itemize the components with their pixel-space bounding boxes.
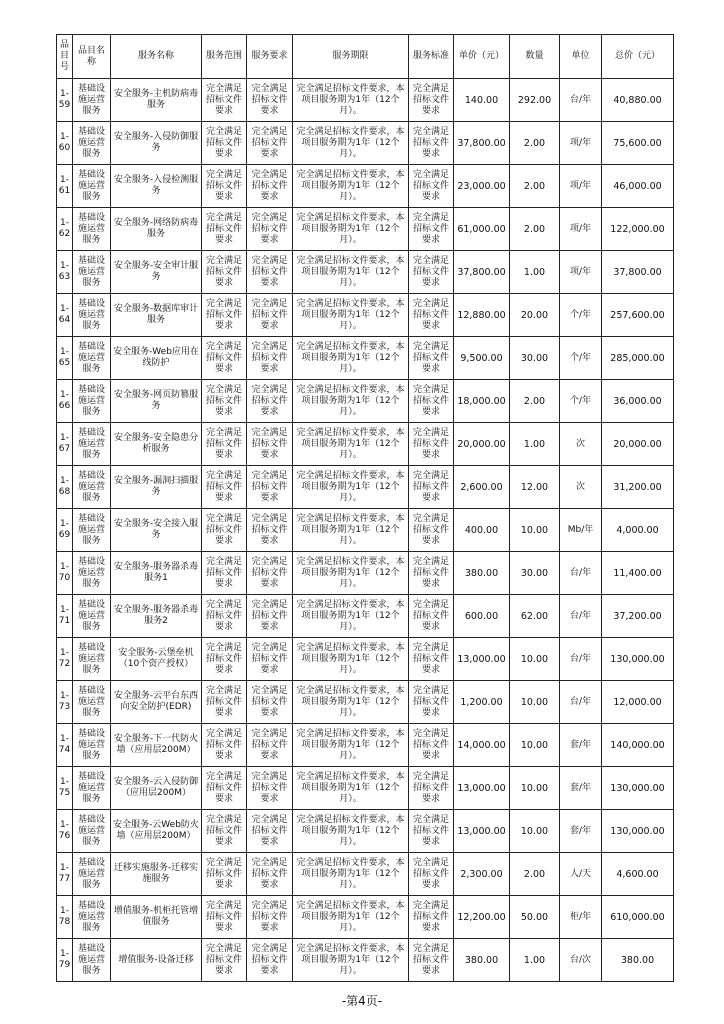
item-category: 基础设施运营服务 [73,681,111,724]
quantity: 30.00 [510,337,560,380]
service-scope: 完全满足招标文件要求 [202,208,247,251]
unit-price: 13,000.00 [454,767,510,810]
unit-price: 61,000.00 [454,208,510,251]
column-header: 服务标准 [409,35,454,79]
service-period: 完全满足招标文件要求，本项目服务期为1年（12个月）。 [293,810,409,853]
service-scope: 完全满足招标文件要求 [202,423,247,466]
service-standard: 完全满足招标文件要求 [409,853,454,896]
item-category: 基础设施运营服务 [73,208,111,251]
item-number: 1-67 [57,423,73,466]
table-row [57,337,674,380]
service-period: 完全满足招标文件要求，本项目服务期为1年（12个月）。 [293,509,409,552]
unit-price: 13,000.00 [454,810,510,853]
service-name: 迁移实施服务-迁移实施服务 [111,853,202,896]
service-scope: 完全满足招标文件要求 [202,79,247,122]
service-period: 完全满足招标文件要求，本项目服务期为1年（12个月）。 [293,122,409,165]
service-standard: 完全满足招标文件要求 [409,466,454,509]
service-period: 完全满足招标文件要求，本项目服务期为1年（12个月）。 [293,595,409,638]
service-scope: 完全满足招标文件要求 [202,939,247,982]
total-price: 4,600.00 [602,853,674,896]
service-requirement: 完全满足招标文件要求 [247,939,293,982]
item-number: 1-71 [57,595,73,638]
total-price: 11,400.00 [602,552,674,595]
item-category: 基础设施运营服务 [73,724,111,767]
table-row [57,810,674,853]
unit: 套/年 [560,810,602,853]
unit-price: 12,200.00 [454,896,510,939]
table-row [57,208,674,251]
item-number: 1-77 [57,853,73,896]
item-category: 基础设施运营服务 [73,165,111,208]
item-category: 基础设施运营服务 [73,509,111,552]
unit-price: 400.00 [454,509,510,552]
table-row [57,79,674,122]
service-name: 安全服务-安全接入服务 [111,509,202,552]
service-name: 安全服务-安全隐患分析服务 [111,423,202,466]
column-header: 服务期限 [293,35,409,79]
service-period: 完全满足招标文件要求，本项目服务期为1年（12个月）。 [293,423,409,466]
item-number: 1-76 [57,810,73,853]
service-scope: 完全满足招标文件要求 [202,595,247,638]
service-requirement: 完全满足招标文件要求 [247,79,293,122]
table-row [57,380,674,423]
unit: 项/年 [560,165,602,208]
unit: 套/年 [560,767,602,810]
service-name: 安全服务-云Web防火墙（应用层200M） [111,810,202,853]
item-number: 1-70 [57,552,73,595]
item-number: 1-75 [57,767,73,810]
unit-price: 37,800.00 [454,122,510,165]
total-price: 610,000.00 [602,896,674,939]
table-row [57,423,674,466]
service-name: 安全服务-下一代防火墙（应用层200M） [111,724,202,767]
total-price: 130,000.00 [602,767,674,810]
item-number: 1-63 [57,251,73,294]
service-requirement: 完全满足招标文件要求 [247,724,293,767]
service-period: 完全满足招标文件要求，本项目服务期为1年（12个月）。 [293,165,409,208]
column-header: 单位 [560,35,602,79]
service-scope: 完全满足招标文件要求 [202,509,247,552]
unit-price: 1,200.00 [454,681,510,724]
quantity: 20.00 [510,294,560,337]
service-standard: 完全满足招标文件要求 [409,208,454,251]
service-standard: 完全满足招标文件要求 [409,294,454,337]
unit: 台/年 [560,638,602,681]
service-period: 完全满足招标文件要求，本项目服务期为1年（12个月）。 [293,896,409,939]
total-price: 4,000.00 [602,509,674,552]
service-requirement: 完全满足招标文件要求 [247,208,293,251]
unit-price: 2,300.00 [454,853,510,896]
table-row [57,552,674,595]
table-row [57,939,674,982]
table-row [57,853,674,896]
total-price: 12,000.00 [602,681,674,724]
service-standard: 完全满足招标文件要求 [409,337,454,380]
total-price: 122,000.00 [602,208,674,251]
service-scope: 完全满足招标文件要求 [202,724,247,767]
service-requirement: 完全满足招标文件要求 [247,595,293,638]
quantity: 292.00 [510,79,560,122]
service-period: 完全满足招标文件要求，本项目服务期为1年（12个月）。 [293,208,409,251]
service-name: 安全服务-数据库审计服务 [111,294,202,337]
service-standard: 完全满足招标文件要求 [409,165,454,208]
total-price: 285,000.00 [602,337,674,380]
service-name: 安全服务-入侵检测服务 [111,165,202,208]
unit-price: 12,880.00 [454,294,510,337]
item-number: 1-60 [57,122,73,165]
item-category: 基础设施运营服务 [73,251,111,294]
unit: 台/年 [560,681,602,724]
unit: Mb/年 [560,509,602,552]
service-scope: 完全满足招标文件要求 [202,294,247,337]
service-standard: 完全满足招标文件要求 [409,79,454,122]
column-header: 品目名称 [73,35,111,79]
service-scope: 完全满足招标文件要求 [202,251,247,294]
quantity: 62.00 [510,595,560,638]
service-scope: 完全满足招标文件要求 [202,552,247,595]
column-header: 总价（元） [602,35,674,79]
service-requirement: 完全满足招标文件要求 [247,251,293,294]
service-standard: 完全满足招标文件要求 [409,380,454,423]
service-requirement: 完全满足招标文件要求 [247,810,293,853]
service-period: 完全满足招标文件要求，本项目服务期为1年（12个月）。 [293,724,409,767]
column-header: 单价（元） [454,35,510,79]
total-price: 75,600.00 [602,122,674,165]
quantity: 1.00 [510,423,560,466]
service-name: 安全服务-网页防篡服务 [111,380,202,423]
item-number: 1-65 [57,337,73,380]
service-requirement: 完全满足招标文件要求 [247,509,293,552]
column-header: 服务要求 [247,35,293,79]
service-requirement: 完全满足招标文件要求 [247,552,293,595]
item-category: 基础设施运营服务 [73,380,111,423]
service-requirement: 完全满足招标文件要求 [247,122,293,165]
column-header: 品目号 [57,35,73,79]
quotation-table [56,34,674,982]
quantity: 10.00 [510,767,560,810]
total-price: 130,000.00 [602,810,674,853]
unit: 台/次 [560,939,602,982]
service-period: 完全满足招标文件要求，本项目服务期为1年（12个月）。 [293,380,409,423]
table-row [57,724,674,767]
table-row [57,165,674,208]
quantity: 2.00 [510,853,560,896]
service-requirement: 完全满足招标文件要求 [247,896,293,939]
page-number: -第4页- [341,994,383,1008]
quantity: 2.00 [510,122,560,165]
quantity: 1.00 [510,251,560,294]
service-standard: 完全满足招标文件要求 [409,552,454,595]
service-standard: 完全满足招标文件要求 [409,724,454,767]
quantity: 10.00 [510,724,560,767]
service-name: 安全服务-云平台东西向安全防护(EDR) [111,681,202,724]
quantity: 2.00 [510,165,560,208]
service-period: 完全满足招标文件要求，本项目服务期为1年（12个月）。 [293,681,409,724]
quantity: 2.00 [510,208,560,251]
item-number: 1-66 [57,380,73,423]
service-standard: 完全满足招标文件要求 [409,509,454,552]
column-header: 服务名称 [111,35,202,79]
service-requirement: 完全满足招标文件要求 [247,337,293,380]
table-row [57,466,674,509]
service-requirement: 完全满足招标文件要求 [247,767,293,810]
column-header: 数量 [510,35,560,79]
total-price: 20,000.00 [602,423,674,466]
service-name: 安全服务-漏洞扫描服务 [111,466,202,509]
item-number: 1-68 [57,466,73,509]
service-name: 安全服务-云堡垒机（10个资产授权） [111,638,202,681]
service-period: 完全满足招标文件要求，本项目服务期为1年（12个月）。 [293,251,409,294]
table-row [57,122,674,165]
service-period: 完全满足招标文件要求，本项目服务期为1年（12个月）。 [293,638,409,681]
table-row [57,251,674,294]
item-number: 1-72 [57,638,73,681]
unit: 项/年 [560,208,602,251]
unit-price: 600.00 [454,595,510,638]
column-header: 服务范围 [202,35,247,79]
service-name: 增值服务-机柜托管增值服务 [111,896,202,939]
unit: 台/年 [560,595,602,638]
quantity: 10.00 [510,810,560,853]
item-number: 1-78 [57,896,73,939]
service-requirement: 完全满足招标文件要求 [247,853,293,896]
total-price: 31,200.00 [602,466,674,509]
service-standard: 完全满足招标文件要求 [409,681,454,724]
total-price: 257,600.00 [602,294,674,337]
table-row [57,595,674,638]
item-category: 基础设施运营服务 [73,767,111,810]
unit-price: 2,600.00 [454,466,510,509]
service-scope: 完全满足招标文件要求 [202,896,247,939]
service-requirement: 完全满足招标文件要求 [247,638,293,681]
quantity: 2.00 [510,380,560,423]
quantity: 12.00 [510,466,560,509]
quantity: 10.00 [510,638,560,681]
service-name: 安全服务-云入侵防御（应用层200M） [111,767,202,810]
unit: 项/年 [560,251,602,294]
service-requirement: 完全满足招标文件要求 [247,681,293,724]
item-category: 基础设施运营服务 [73,595,111,638]
service-scope: 完全满足招标文件要求 [202,165,247,208]
unit-price: 380.00 [454,552,510,595]
quantity: 10.00 [510,509,560,552]
service-requirement: 完全满足招标文件要求 [247,294,293,337]
unit: 个/年 [560,380,602,423]
unit-price: 140.00 [454,79,510,122]
total-price: 140,000.00 [602,724,674,767]
service-standard: 完全满足招标文件要求 [409,122,454,165]
service-name: 安全服务-主机防病毒服务 [111,79,202,122]
total-price: 46,000.00 [602,165,674,208]
item-number: 1-64 [57,294,73,337]
unit: 套/年 [560,724,602,767]
unit: 次 [560,423,602,466]
unit-price: 18,000.00 [454,380,510,423]
unit-price: 37,800.00 [454,251,510,294]
total-price: 37,200.00 [602,595,674,638]
service-scope: 完全满足招标文件要求 [202,122,247,165]
service-scope: 完全满足招标文件要求 [202,681,247,724]
item-category: 基础设施运营服务 [73,810,111,853]
service-period: 完全满足招标文件要求，本项目服务期为1年（12个月）。 [293,466,409,509]
service-requirement: 完全满足招标文件要求 [247,466,293,509]
total-price: 130,000.00 [602,638,674,681]
service-scope: 完全满足招标文件要求 [202,337,247,380]
unit-price: 13,000.00 [454,638,510,681]
item-number: 1-79 [57,939,73,982]
item-category: 基础设施运营服务 [73,638,111,681]
service-scope: 完全满足招标文件要求 [202,810,247,853]
unit: 台/年 [560,552,602,595]
service-period: 完全满足招标文件要求，本项目服务期为1年（12个月）。 [293,552,409,595]
service-name: 安全服务-服务器杀毒服务1 [111,552,202,595]
service-name: 增值服务-设备迁移 [111,939,202,982]
item-category: 基础设施运营服务 [73,337,111,380]
unit: 柜/年 [560,896,602,939]
item-number: 1-73 [57,681,73,724]
service-standard: 完全满足招标文件要求 [409,638,454,681]
table-row [57,681,674,724]
service-standard: 完全满足招标文件要求 [409,767,454,810]
service-period: 完全满足招标文件要求，本项目服务期为1年（12个月）。 [293,939,409,982]
service-scope: 完全满足招标文件要求 [202,466,247,509]
item-number: 1-62 [57,208,73,251]
total-price: 380.00 [602,939,674,982]
unit-price: 380.00 [454,939,510,982]
unit-price: 14,000.00 [454,724,510,767]
table-row [57,896,674,939]
unit-price: 23,000.00 [454,165,510,208]
item-number: 1-61 [57,165,73,208]
service-standard: 完全满足招标文件要求 [409,595,454,638]
service-period: 完全满足招标文件要求，本项目服务期为1年（12个月）。 [293,767,409,810]
service-requirement: 完全满足招标文件要求 [247,165,293,208]
service-scope: 完全满足招标文件要求 [202,767,247,810]
unit-price: 20,000.00 [454,423,510,466]
unit: 次 [560,466,602,509]
header-row [57,35,674,79]
quantity: 1.00 [510,939,560,982]
item-category: 基础设施运营服务 [73,294,111,337]
quantity: 10.00 [510,681,560,724]
service-name: 安全服务-安全审计服务 [111,251,202,294]
quantity: 50.00 [510,896,560,939]
service-requirement: 完全满足招标文件要求 [247,423,293,466]
unit: 人/天 [560,853,602,896]
service-standard: 完全满足招标文件要求 [409,939,454,982]
table-row [57,509,674,552]
item-number: 1-59 [57,79,73,122]
service-standard: 完全满足招标文件要求 [409,423,454,466]
table-row [57,294,674,337]
service-requirement: 完全满足招标文件要求 [247,380,293,423]
service-scope: 完全满足招标文件要求 [202,853,247,896]
service-standard: 完全满足招标文件要求 [409,251,454,294]
item-category: 基础设施运营服务 [73,939,111,982]
item-category: 基础设施运营服务 [73,552,111,595]
unit: 个/年 [560,337,602,380]
quantity: 30.00 [510,552,560,595]
service-name: 安全服务-网络防病毒服务 [111,208,202,251]
service-scope: 完全满足招标文件要求 [202,380,247,423]
table-row [57,638,674,681]
service-name: 安全服务-入侵防御服务 [111,122,202,165]
table-body [57,79,674,982]
service-period: 完全满足招标文件要求，本项目服务期为1年（12个月）。 [293,337,409,380]
service-standard: 完全满足招标文件要求 [409,896,454,939]
total-price: 37,800.00 [602,251,674,294]
item-category: 基础设施运营服务 [73,79,111,122]
unit: 台/年 [560,79,602,122]
item-category: 基础设施运营服务 [73,853,111,896]
item-category: 基础设施运营服务 [73,896,111,939]
item-number: 1-74 [57,724,73,767]
item-number: 1-69 [57,509,73,552]
service-period: 完全满足招标文件要求，本项目服务期为1年（12个月）。 [293,294,409,337]
service-standard: 完全满足招标文件要求 [409,810,454,853]
unit-price: 9,500.00 [454,337,510,380]
service-period: 完全满足招标文件要求，本项目服务期为1年（12个月）。 [293,853,409,896]
total-price: 40,880.00 [602,79,674,122]
service-period: 完全满足招标文件要求，本项目服务期为1年（12个月）。 [293,79,409,122]
table-row [57,767,674,810]
service-scope: 完全满足招标文件要求 [202,638,247,681]
total-price: 36,000.00 [602,380,674,423]
service-name: 安全服务-Web应用在线防护 [111,337,202,380]
service-name: 安全服务-服务器杀毒服务2 [111,595,202,638]
item-category: 基础设施运营服务 [73,466,111,509]
unit: 个/年 [560,294,602,337]
item-category: 基础设施运营服务 [73,423,111,466]
unit: 项/年 [560,122,602,165]
item-category: 基础设施运营服务 [73,122,111,165]
